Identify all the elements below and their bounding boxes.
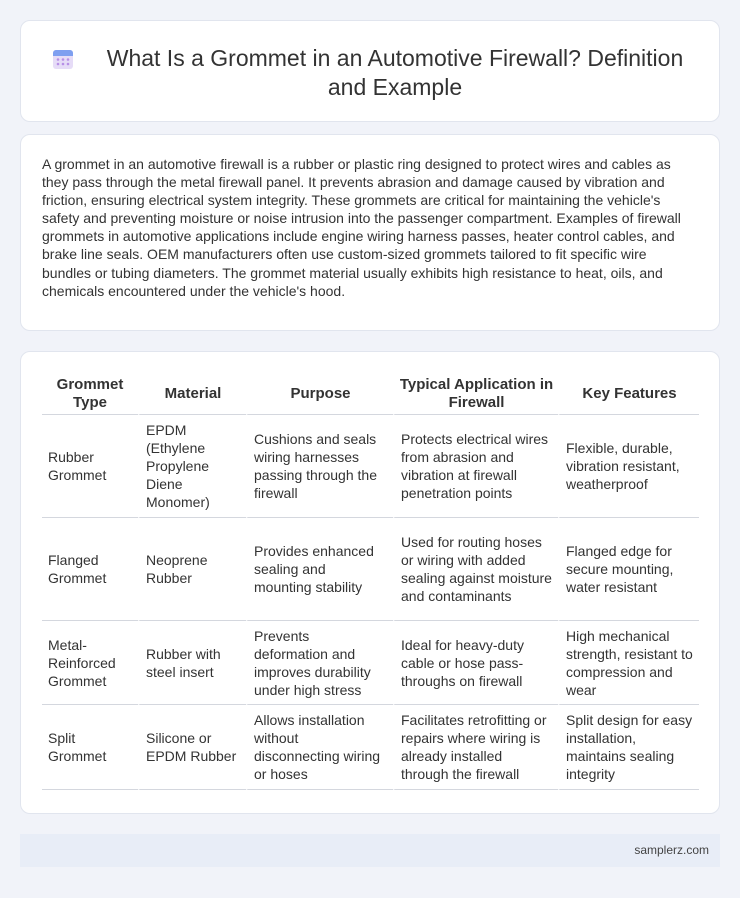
table-cell: Provides enhanced sealing and mounting stability: [246, 518, 393, 621]
table-cell: EPDM (Ethylene Propylene Diene Monomer): [138, 415, 246, 518]
column-header: Purpose: [246, 373, 393, 415]
column-header: Typical Application in Firewall: [393, 373, 558, 415]
column-header: Grommet Type: [42, 373, 138, 415]
grommet-table: [42, 373, 699, 790]
table-cell: Rubber Grommet: [42, 415, 138, 518]
table-cell: Split Grommet: [42, 705, 138, 790]
table-cell: Ideal for heavy-duty cable or hose pass-throughs on firewall: [393, 621, 558, 705]
table-cell: Flanged edge for secure mounting, water resistant: [558, 518, 699, 621]
table-card: [20, 351, 720, 814]
table-cell: Silicone or EPDM Rubber: [138, 705, 246, 790]
table-row: [42, 415, 699, 518]
table-cell: Flanged Grommet: [42, 518, 138, 621]
footer-site-link[interactable]: samplerz.com: [634, 843, 709, 857]
table-cell: Cushions and seals wiring harnesses passing through the firewall: [246, 415, 393, 518]
table-row: [42, 518, 699, 621]
title-card: [20, 20, 720, 122]
intro-card: [20, 134, 720, 331]
table-row: [42, 705, 699, 790]
column-header: Key Features: [558, 373, 699, 415]
table-cell: Split design for easy installation, maintains sealing integrity: [558, 705, 699, 790]
table-cell: Allows installation without disconnecting wiring or hoses: [246, 705, 393, 790]
table-cell: Flexible, durable, vibration resistant, weatherproof: [558, 415, 699, 518]
intro-paragraph: A grommet in an automotive firewall is a rubber or plastic ring designed to protect wires and cables as they pass through the metal firewall panel. It prevents abrasion and damage caused by vibration and friction, ensuring electrical system integrity. These grommets are critical for maintaining the vehicle's safety and preventing moisture or noise intrusion into the passenger compartment. Examples of firewall grommets in automotive applications include engine wiring harness passes, heater control cables, and brake line seals. OEM manufacturers often use custom-sized grommets tailored to fit specific wire bundles or tubing diameters. The grommet material usually exhibits high resistance to heat, oils, and chemicals encountered under the vehicle's hood.: [42, 156, 681, 299]
calendar-icon: [51, 47, 75, 71]
table-row: [42, 621, 699, 705]
column-header: Material: [138, 373, 246, 415]
table-cell: Prevents deformation and improves durability under high stress: [246, 621, 393, 705]
table-cell: Rubber with steel insert: [138, 621, 246, 705]
footer: [20, 834, 720, 867]
table-header-row: [42, 373, 699, 415]
table-cell: High mechanical strength, resistant to compression and wear: [558, 621, 699, 705]
table-cell: Metal-Reinforced Grommet: [42, 621, 138, 705]
table-cell: Neoprene Rubber: [138, 518, 246, 621]
page-title: What Is a Grommet in an Automotive Firewall? Definition and Example: [106, 45, 684, 100]
table-cell: Protects electrical wires from abrasion and vibration at firewall penetration points: [393, 415, 558, 518]
table-cell: Facilitates retrofitting or repairs where wiring is already installed through the firewall: [393, 705, 558, 790]
table-cell: Used for routing hoses or wiring with added sealing against moisture and contaminants: [393, 518, 558, 621]
